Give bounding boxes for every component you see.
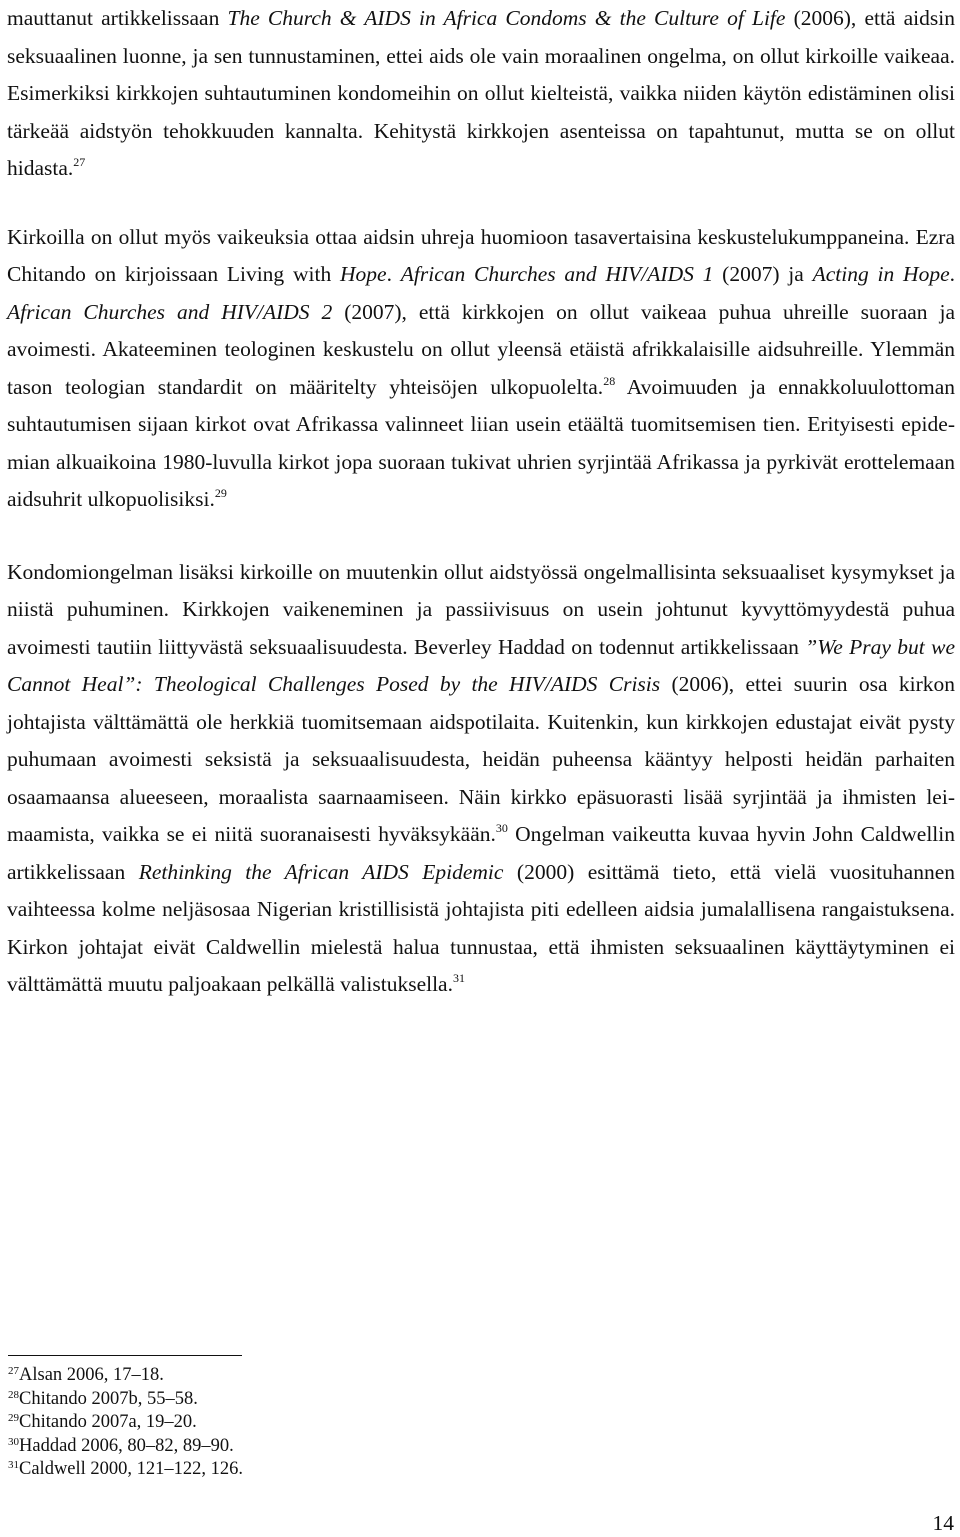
footnote-text: Chitando 2007a, 19–20.	[19, 1412, 197, 1432]
footnote-text: Alsan 2006, 17–18.	[19, 1365, 164, 1385]
footnote	[8, 1411, 243, 1435]
italic-title: Acting in Hope	[812, 262, 950, 286]
page-body	[7, 0, 955, 1004]
italic-title: The Church & AIDS in Africa Condoms & the Culture of Life	[227, 6, 786, 30]
text-run: (2006), ettei suurin osa kirkon johtajista välttämättä ole herkkiä tuomitsemaan aidspotilaita. Kuitenkin, kun kirkkojen edustajat eivät pysty puhumaan avoimesti seksistä ja seksuaalisuudesta, heidän puheensa kääntyy helposti heidän parhaiten osaamaansa alueeseen, moraalista saarnaamiseen. Näin kirkko epäsuorasti lisää syrjintää ja ihmisten leimaamista, vaikka se ei niitä suoranaisesti hyväksykään.	[7, 672, 955, 846]
text-run: (2007), että kirkkojen on ollut vaikeaa puhua uhreille suoraan ja avoimesti. Akateeminen teologinen keskustelu on ollut yleensä etäistä afrikkalaisille aidsuhreille. Ylemmän tason teologian standardit on määritelty yhteisöjen ulkopuolelta.	[7, 299, 955, 399]
footnotes-list	[8, 1364, 243, 1482]
footnote-text: Chitando 2007b, 55–58.	[19, 1388, 198, 1409]
italic-title: Hope	[340, 262, 387, 286]
italic-title: African Churches and HIV/AIDS 1	[400, 262, 714, 286]
footnote-reference: 28	[603, 373, 616, 388]
text-run: (2007) ja	[713, 262, 813, 286]
text-run: Avoimuuden ja ennakkoluulottoman suhtautumisen sijaan kirkot ovat Afrikassa valinneet liian usein etäältä tuomitsemisen tien. Erityisesti epidemian alkuaikoina 1980-luvulla kirkot jopa suoraan tukivat uhrien syrjintää Afrikassa ja pyrkivät erottelemaan aidsuhrit ulkopuolisiksi.	[7, 374, 955, 511]
text-run: mauttanut artikkelissaan	[7, 6, 228, 30]
paragraph	[7, 0, 955, 188]
paragraph	[7, 219, 955, 519]
footnote-number: 31	[8, 1459, 19, 1471]
footnote	[8, 1388, 243, 1412]
footnote-number: 29	[8, 1412, 19, 1424]
footnote-number: 28	[8, 1388, 19, 1401]
italic-title: Rethinking the African AIDS Epidemic	[138, 859, 504, 884]
italic-title: ”We Pray but we Cannot Heal”: Theological Challenges Posed by the HIV/AIDS Crisis	[7, 634, 955, 696]
footnote-number: 30	[8, 1435, 19, 1448]
footnote-text: Caldwell 2000, 121–122, 126.	[19, 1459, 244, 1479]
text-run: .	[386, 262, 401, 286]
footnote-reference: 27	[73, 155, 86, 169]
text-run: .	[949, 262, 955, 286]
footnote-text: Haddad 2006, 80–82, 89–90.	[19, 1435, 234, 1456]
text-run: Kirkoilla on ollut myös vaikeuksia ottaa aidsin uhreja huomioon tasavertaisina keskustelukumppaneina. Ezra Chitando on kirjoissaan Living with	[7, 224, 955, 286]
footnote-reference: 31	[452, 971, 465, 985]
paragraph	[7, 554, 955, 1004]
footnote	[8, 1364, 243, 1388]
text-run: (2000) esittämä tieto, että vielä vuosituhannen vaihteessa kolme neljäsosaa Nigerian kristillisistä johtajista piti edelleen aidsia jumalallisena rangaistuksena. Kirkon johtajat eivät Caldwellin mielestä halua tunnustaa, että ihmisten seksuaalinen käyttäytyminen ei välttämättä muutu paljoakaan pelkällä valistuksella.	[7, 859, 955, 996]
footnote-separator	[8, 1355, 242, 1356]
footnote	[8, 1435, 243, 1459]
footnote	[8, 1458, 243, 1482]
text-run: Kondomiongelman lisäksi kirkoille on muutenkin ollut aidstyössä ongelmallisinta seksuaaliset kysymykset ja niistä puhuminen. Kirkkojen vaikeneminen ja passiivisuus on usein johtunut kyvyttömyydestä puhua avoimesti tautiin liittyvästä seksuaalisuudesta. Beverley Haddad on todennut artikkelissaan	[7, 559, 955, 659]
page-number: 14	[932, 1511, 954, 1535]
text-run: Ongelman vaikeutta kuvaa hyvin John Caldwellin artikkelissaan	[7, 822, 955, 884]
footnote-number: 27	[8, 1365, 19, 1377]
footnote-reference: 30	[495, 821, 508, 835]
text-run: (2006), että aidsin seksuaalinen luonne, ja sen tunnustaminen, ettei aids ole vain moraalinen ongelma, on ollut kirkoille vaikeaa. Esimerkiksi kirkkojen suhtautuminen kondomeihin on ollut kielteistä, vaikka niiden käytön edistäminen olisi tärkeää aidstyön tehokkuuden kannalta. Kehitystä kirkkojen asenteissa on tapahtunut, mutta se on ollut hidasta.	[7, 6, 955, 180]
footnote-reference: 29	[214, 486, 227, 500]
italic-title: African Churches and HIV/AIDS 2	[7, 299, 333, 324]
